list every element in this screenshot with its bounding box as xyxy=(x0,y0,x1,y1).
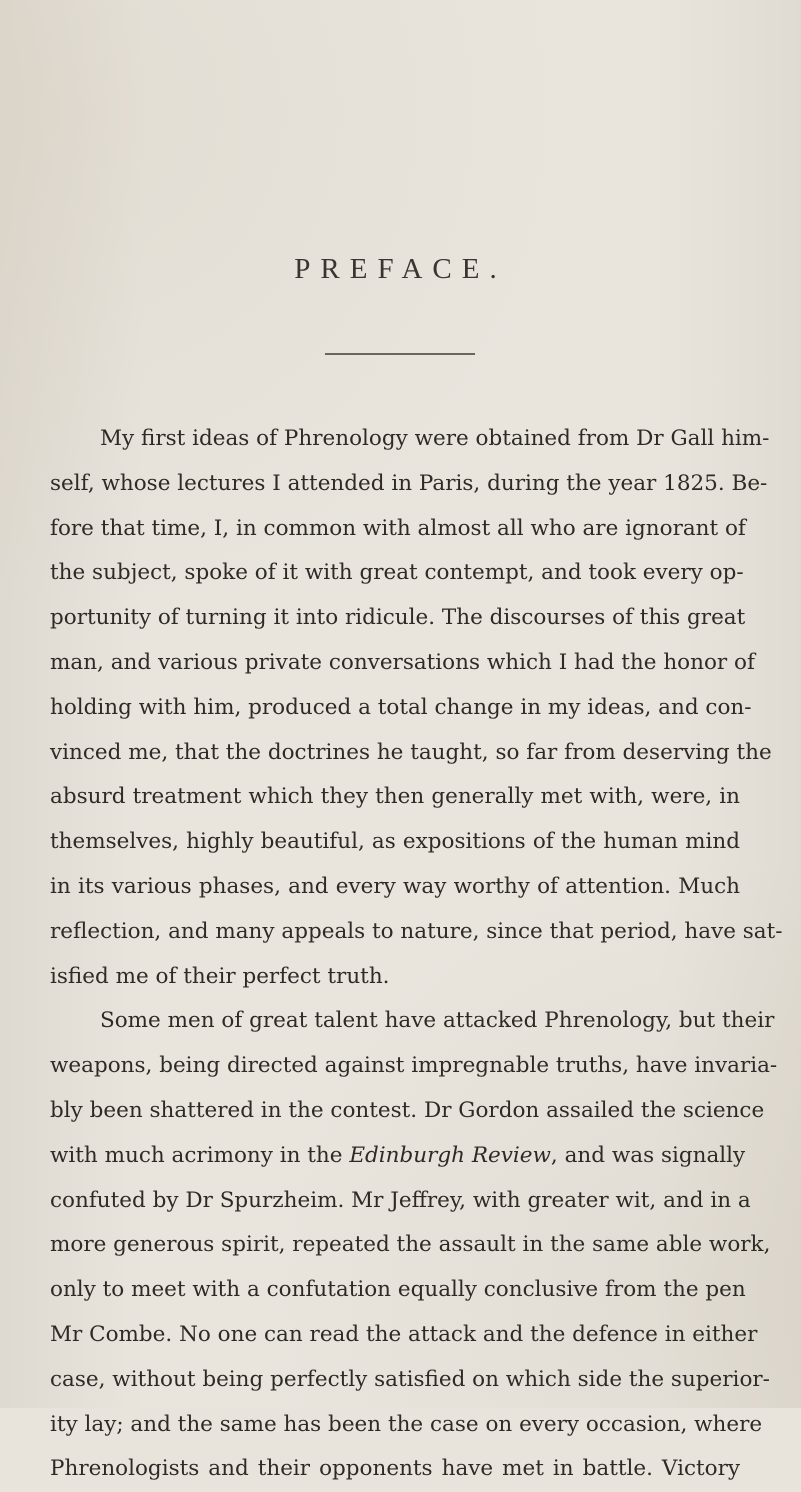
text-line: isfied me of their perfect truth. xyxy=(50,963,390,989)
text-line: more generous spirit, repeated the assault in the same able work, xyxy=(50,1232,771,1258)
italic-title: Edinburgh Review xyxy=(349,1142,551,1168)
text-line: bly been shattered in the contest. Dr Gordon assailed the science xyxy=(50,1097,765,1123)
text-line: confuted by Dr Spurzheim. Mr Jeffrey, with greater wit, and in a xyxy=(50,1187,751,1213)
text-line: portunity of turning it into ridicule. The discourses of this great xyxy=(50,605,746,631)
text-line: ity lay; and the same has been the case on every occasion, where xyxy=(50,1411,763,1437)
paragraph-1 xyxy=(50,417,783,999)
document-body xyxy=(50,417,783,1492)
text-line: weapons, being directed against impregnable truths, have invaria- xyxy=(50,1053,778,1079)
text-line: absurd treatment which they then generally met with, were, in xyxy=(50,784,740,810)
text-line: Mr Combe. No one can read the attack and the defence in either xyxy=(50,1321,758,1347)
text-line: the subject, spoke of it with great contempt, and took every op- xyxy=(50,560,744,586)
text-line: case, without being perfectly satisfied on which side the superior- xyxy=(50,1366,770,1392)
text-line: themselves, highly beautiful, as expositions of the human mind xyxy=(50,829,740,855)
paragraph-2 xyxy=(50,999,778,1492)
text-line: fore that time, I, in common with almost all who are ignorant of xyxy=(50,515,746,541)
text-line: vinced me, that the doctrines he taught, so far from deserving the xyxy=(50,739,772,765)
text-fragment: , and was signally xyxy=(550,1142,746,1168)
title-rule xyxy=(325,353,475,355)
text-line: only to meet with a confutation equally conclusive from the pen xyxy=(50,1277,746,1303)
text-line: reflection, and many appeals to nature, since that period, have sat- xyxy=(50,918,783,944)
text-line: My first ideas of Phrenology were obtained from Dr Gall him- xyxy=(100,426,770,451)
text-fragment: with much acrimony in the xyxy=(50,1142,350,1168)
text-line: self, whose lectures I attended in Paris, during the year 1825. Be- xyxy=(50,470,768,496)
page-title: PREFACE. xyxy=(294,253,507,285)
text-line: Phrenologists and their opponents have met in battle. Victory xyxy=(50,1456,740,1482)
text-line-with-italic xyxy=(50,1134,746,1179)
text-line: holding with him, produced a total change in my ideas, and con- xyxy=(50,694,752,720)
text-line: in its various phases, and every way worthy of attention. Much xyxy=(50,873,740,899)
text-line: Some men of great talent have attacked Phrenology, but their xyxy=(100,1008,775,1034)
text-line: man, and various private conversations which I had the honor of xyxy=(50,649,755,675)
